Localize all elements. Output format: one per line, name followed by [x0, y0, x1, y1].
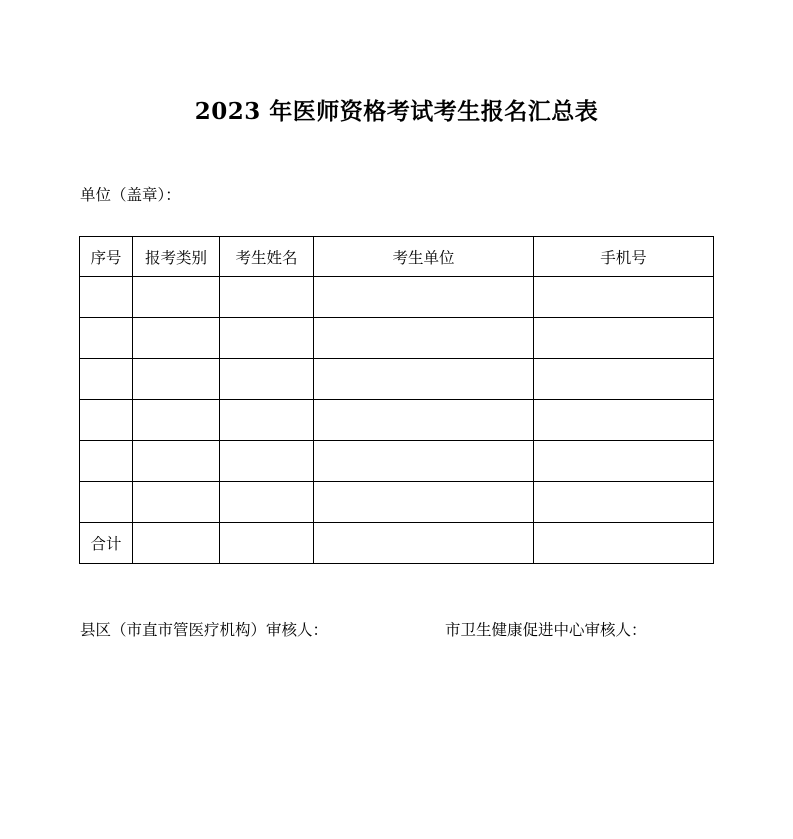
table-row — [80, 277, 714, 318]
cell-phone-number[interactable] — [534, 441, 714, 482]
column-header-phone-number: 手机号 — [534, 237, 714, 277]
table-row — [80, 318, 714, 359]
cell-phone-number[interactable] — [534, 359, 714, 400]
cell-candidate-organization[interactable] — [314, 277, 534, 318]
cell-candidate-organization[interactable] — [314, 482, 534, 523]
total-phone-number[interactable] — [534, 523, 714, 564]
cell-serial[interactable] — [80, 400, 133, 441]
column-header-candidate-organization: 考生单位 — [314, 237, 534, 277]
cell-phone-number[interactable] — [534, 400, 714, 441]
registration-summary-table — [79, 236, 714, 564]
cell-serial[interactable] — [80, 441, 133, 482]
cell-candidate-organization[interactable] — [314, 318, 534, 359]
cell-exam-category[interactable] — [133, 318, 220, 359]
cell-phone-number[interactable] — [534, 482, 714, 523]
cell-serial[interactable] — [80, 318, 133, 359]
unit-seal-label: 单位（盖章）： — [80, 186, 181, 204]
cell-serial[interactable] — [80, 482, 133, 523]
cell-candidate-organization[interactable] — [314, 359, 534, 400]
city-health-center-reviewer-label: 市卫生健康促进中心审核人： — [445, 621, 647, 639]
table-header-row — [80, 237, 714, 277]
page-title: 2023 年医师资格考试考生报名汇总表 — [194, 98, 599, 125]
cell-candidate-name[interactable] — [220, 400, 314, 441]
cell-exam-category[interactable] — [133, 277, 220, 318]
cell-candidate-name[interactable] — [220, 359, 314, 400]
total-candidate-organization[interactable] — [314, 523, 534, 564]
table-row — [80, 441, 714, 482]
total-exam-category[interactable] — [133, 523, 220, 564]
cell-candidate-name[interactable] — [220, 318, 314, 359]
table-row — [80, 400, 714, 441]
cell-exam-category[interactable] — [133, 441, 220, 482]
cell-phone-number[interactable] — [534, 318, 714, 359]
cell-candidate-name[interactable] — [220, 277, 314, 318]
column-header-exam-category: 报考类别 — [133, 237, 220, 277]
cell-exam-category[interactable] — [133, 482, 220, 523]
column-header-serial: 序号 — [80, 237, 133, 277]
cell-candidate-name[interactable] — [220, 482, 314, 523]
total-label: 合计 — [80, 523, 133, 564]
total-candidate-name[interactable] — [220, 523, 314, 564]
table-total-row — [80, 523, 714, 564]
table-row — [80, 359, 714, 400]
cell-candidate-organization[interactable] — [314, 400, 534, 441]
cell-candidate-organization[interactable] — [314, 441, 534, 482]
column-header-candidate-name: 考生姓名 — [220, 237, 314, 277]
table-row — [80, 482, 714, 523]
county-reviewer-label: 县区（市直市管医疗机构）审核人： — [80, 621, 329, 639]
cell-candidate-name[interactable] — [220, 441, 314, 482]
cell-exam-category[interactable] — [133, 400, 220, 441]
registration-table-wrapper — [79, 236, 713, 564]
cell-exam-category[interactable] — [133, 359, 220, 400]
cell-serial[interactable] — [80, 359, 133, 400]
cell-phone-number[interactable] — [534, 277, 714, 318]
cell-serial[interactable] — [80, 277, 133, 318]
